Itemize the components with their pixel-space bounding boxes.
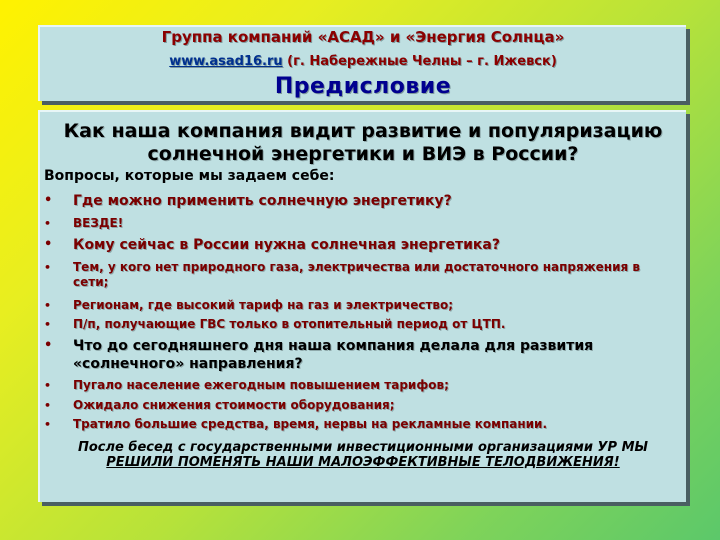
list-item-text: Ожидало снижения стоимости оборудования; — [73, 398, 395, 412]
conclusion-line-2: РЕШИЛИ ПОМЕНЯТЬ НАШИ МАЛОЭФФЕКТИВНЫЕ ТЕЛОДВИЖЕНИЯ! — [106, 455, 620, 470]
company-title: Группа компаний «АСАД» и «Энергия Солнца» — [161, 28, 565, 46]
bullet: • — [44, 261, 52, 274]
bullet: • — [44, 193, 53, 208]
bullet: • — [44, 399, 52, 412]
main-heading — [40, 120, 686, 166]
company-subtitle — [40, 54, 686, 69]
list-item-text: П/п, получающие ГВС только в отопительный период от ЦТП. — [73, 317, 506, 331]
list-item-text: Что до сегодняшнего дня наша компания делала для развития «солнечного» направления? — [73, 338, 594, 372]
list-item-text: ВЕЗДЕ! — [73, 216, 124, 230]
list-item-text: Кому сейчас в России нужна солнечная энергетика? — [73, 237, 500, 253]
bullet: • — [44, 318, 52, 331]
location-text: (г. Набережные Челны – г. Ижевск) — [282, 54, 557, 69]
main-panel — [38, 110, 686, 502]
section-title: Предисловие — [274, 74, 452, 99]
conclusion-line-1: После бесед с государственными инвестиционными организациями УР МЫ — [78, 440, 648, 455]
bullet: • — [44, 418, 52, 431]
main-heading-line-2: солнечной энергетики и ВИЭ в России? — [147, 143, 579, 165]
questions-intro: Вопросы, которые мы задаем себе: — [44, 168, 335, 184]
bullet: • — [44, 217, 52, 230]
bullet: • — [44, 338, 53, 353]
header-panel — [38, 25, 686, 101]
site-link[interactable]: www.asad16.ru — [169, 54, 283, 69]
list-item-text: Где можно применить солнечную энергетику? — [73, 193, 452, 209]
list-item-text: Тратило большие средства, время, нервы на рекламные компании. — [73, 417, 548, 431]
list-item-text: Тем, у кого нет природного газа, электричества или достаточного напряжения в сети; — [73, 260, 640, 289]
conclusion — [40, 440, 686, 470]
main-heading-line-1: Как наша компания видит развитие и популяризацию — [63, 120, 663, 142]
list-item-text: Регионам, где высокий тариф на газ и электричество; — [73, 298, 454, 312]
bullet: • — [44, 299, 52, 312]
list-item-text: Пугало население ежегодным повышением тарифов; — [73, 378, 449, 392]
bullet: • — [44, 237, 53, 252]
bullet: • — [44, 379, 52, 392]
